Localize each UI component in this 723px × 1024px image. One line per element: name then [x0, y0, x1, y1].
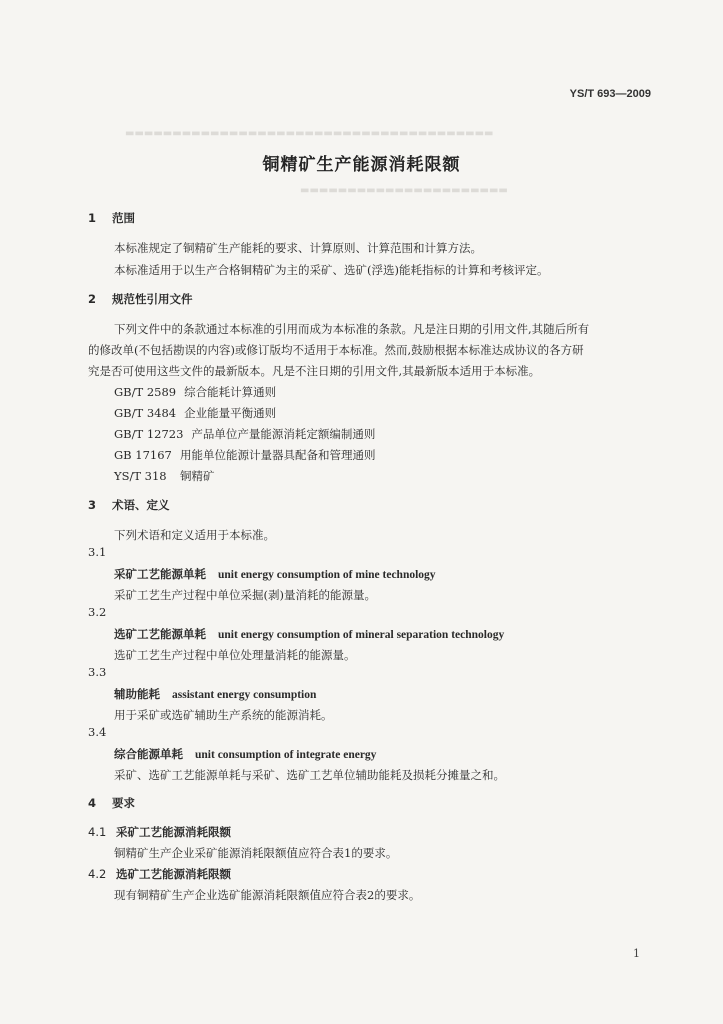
reference-code: YS/T 318 — [114, 469, 167, 483]
section-title: 术语、定义 — [112, 498, 170, 512]
term-entry — [114, 746, 376, 762]
term-number: 3.4 — [88, 725, 107, 739]
section-3-intro: 下列术语和定义适用于本标准。 — [114, 528, 275, 542]
reference-name: 产品单位产量能源消耗定额编制通则 — [191, 427, 376, 441]
section-2-paragraph: 下列文件中的条款通过本标准的引用而成为本标准的条款。凡是注日期的引用文件,其随后所有 — [114, 322, 590, 336]
reference-name: 综合能耗计算通则 — [184, 385, 277, 399]
subsection-title: 选矿工艺能源消耗限额 — [116, 867, 231, 881]
section-1-paragraph: 本标准规定了铜精矿生产能耗的要求、计算原则、计算范围和计算方法。 — [114, 241, 482, 255]
section-1-paragraph: 本标准适用于以生产合格铜精矿为主的采矿、选矿(浮选)能耗指标的计算和考核评定。 — [114, 263, 549, 277]
term-chinese: 辅助能耗 — [114, 687, 160, 701]
subsection-text: 现有铜精矿生产企业选矿能源消耗限额值应符合表2的要求。 — [114, 888, 421, 902]
term-chinese: 综合能源单耗 — [114, 747, 183, 761]
subsection-title: 采矿工艺能源消耗限额 — [116, 825, 231, 839]
term-chinese: 选矿工艺能源单耗 — [114, 627, 206, 641]
bleed-through-mark: ▬▬▬▬▬▬▬▬▬▬▬▬▬▬▬▬▬▬▬▬▬▬▬▬▬▬▬▬▬▬▬▬▬▬▬▬▬▬▬ — [125, 128, 494, 139]
section-4-heading — [88, 795, 135, 811]
reference-code: GB/T 12723 — [114, 427, 184, 441]
reference-item — [114, 468, 215, 484]
section-title: 范围 — [112, 211, 136, 225]
section-number: 2 — [88, 292, 97, 306]
section-number: 1 — [88, 211, 97, 225]
subsection-number: 4.1 — [88, 825, 107, 839]
term-definition: 采矿工艺生产过程中单位采掘(剥)量消耗的能源量。 — [114, 588, 376, 602]
term-entry — [114, 566, 436, 582]
document-title: 铜精矿生产能源消耗限额 — [262, 155, 461, 175]
reference-name: 铜精矿 — [180, 469, 215, 483]
section-title: 要求 — [112, 796, 136, 810]
section-number: 3 — [88, 498, 97, 512]
term-definition: 采矿、选矿工艺能源单耗与采矿、选矿工艺单位辅助能耗及损耗分摊量之和。 — [114, 768, 505, 782]
term-chinese: 采矿工艺能源单耗 — [114, 567, 206, 581]
term-definition: 用于采矿或选矿辅助生产系统的能源消耗。 — [114, 708, 333, 722]
section-2-heading — [88, 291, 193, 307]
section-3-heading — [88, 497, 170, 513]
bleed-through-mark: ▬▬▬▬▬▬▬▬▬▬▬▬▬▬▬▬▬▬▬▬▬▬ — [300, 185, 508, 196]
term-english: unit energy consumption of mineral separation technology — [218, 629, 505, 641]
term-entry — [114, 626, 504, 642]
reference-item — [114, 426, 375, 442]
subsection-text: 铜精矿生产企业采矿能源消耗限额值应符合表1的要求。 — [114, 846, 398, 860]
term-entry — [114, 686, 316, 702]
reference-item — [114, 405, 276, 421]
reference-name: 企业能量平衡通则 — [184, 406, 277, 420]
reference-code: GB/T 3484 — [114, 406, 177, 420]
term-definition: 选矿工艺生产过程中单位处理量消耗的能源量。 — [114, 648, 356, 662]
subsection-heading — [88, 866, 231, 882]
section-number: 4 — [88, 796, 97, 810]
page-number: 1 — [633, 947, 640, 960]
term-number: 3.2 — [88, 605, 107, 619]
reference-code: GB 17167 — [114, 448, 172, 462]
section-title: 规范性引用文件 — [112, 292, 193, 306]
reference-code: GB/T 2589 — [114, 385, 177, 399]
reference-item — [114, 447, 376, 463]
subsection-number: 4.2 — [88, 867, 107, 881]
term-number: 3.1 — [88, 545, 107, 559]
section-1-heading — [88, 210, 135, 226]
subsection-heading — [88, 824, 231, 840]
reference-name: 用能单位能源计量器具配备和管理通则 — [180, 448, 376, 462]
section-2-paragraph: 究是否可使用这些文件的最新版本。凡是不注日期的引用文件,其最新版本适用于本标准。 — [88, 364, 541, 378]
section-2-paragraph: 的修改单(不包括勘误的内容)或修订版均不适用于本标准。然而,鼓励根据本标准达成协议的各方研 — [88, 343, 584, 357]
term-english: unit energy consumption of mine technology — [218, 569, 436, 581]
term-english: assistant energy consumption — [172, 689, 317, 701]
reference-item — [114, 384, 276, 400]
term-english: unit consumption of integrate energy — [195, 749, 377, 761]
term-number: 3.3 — [88, 665, 107, 679]
standard-code: YS/T 693—2009 — [569, 88, 651, 100]
